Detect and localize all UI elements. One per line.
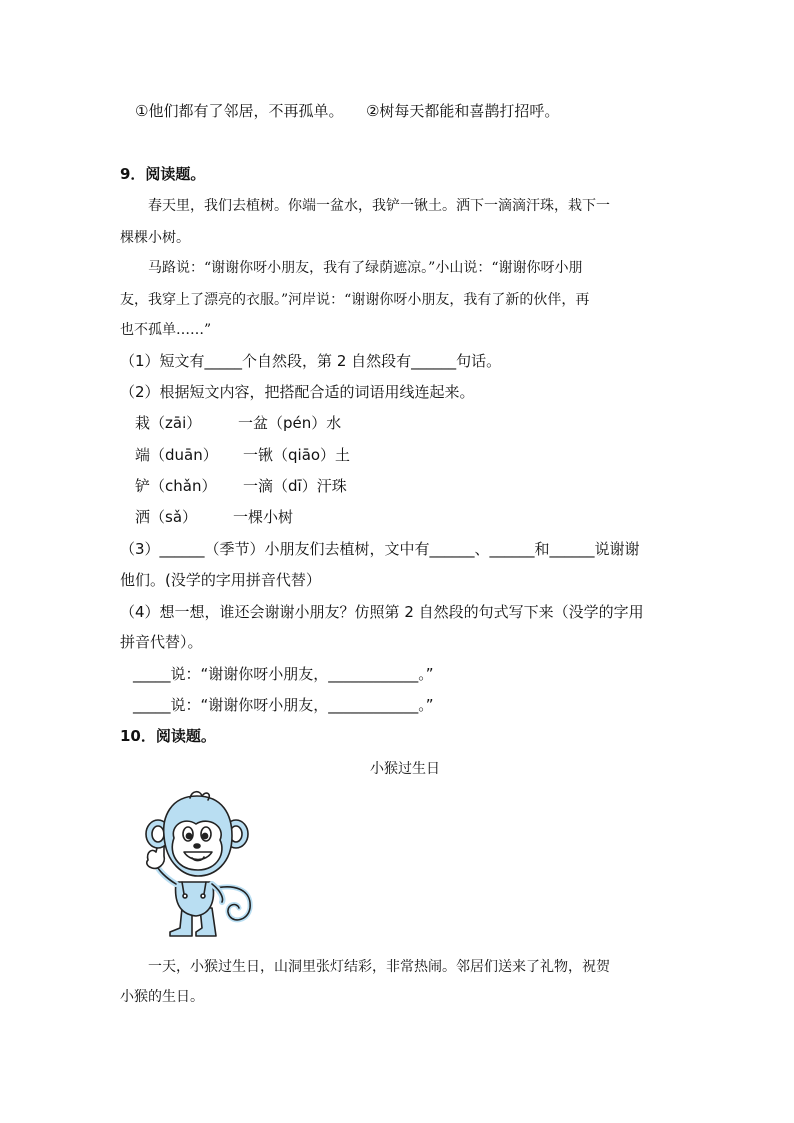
match-right-1: 一盆（pén）水 [238,414,342,432]
passage-p1-line2: 棵棵小树。 [120,230,190,246]
match-left-1: 栽（zāi） [135,414,202,432]
monkey-illustration [140,790,260,940]
sub-question-2: （2）根据短文内容，把搭配合适的词语用线连起来。 [120,383,475,401]
match-left-4: 洒（sǎ） [135,508,198,526]
passage-p1-line1: 春天里，我们去植树。你端一盆水，我铲一锹土。洒下一滴滴汗珠，栽下一 [148,198,610,214]
story-line1: 一天，小猴过生日，山洞里张灯结彩，非常热闹。邻居们送来了礼物，祝贺 [148,959,610,975]
sub-question-4-line2: 拼音代替）。 [120,633,203,651]
story-title: 小猴过生日 [370,761,440,777]
q10-heading: 10．阅读题。 [120,727,216,745]
match-left-3: 铲（chǎn） [135,477,217,495]
match-right-4: 一棵小树 [233,508,294,526]
sub-question-3-line1: （3）______（季节）小朋友们去植树，文中有______、______和______说谢谢 [120,540,640,558]
answer-blank-2: _____说：“谢谢你呀小朋友，____________。” [133,696,434,714]
sub-question-4-line1: （4）想一想，谁还会谢谢小朋友？仿照第 2 自然段的句式写下来（没学的字用 [120,603,644,621]
passage-p2-line2: 友，我穿上了漂亮的衣服。”河岸说：“谢谢你呀小朋友，我有了新的伙伴，再 [120,292,590,308]
match-right-2: 一锹（qiāo）土 [243,446,351,464]
story-line2: 小猴的生日。 [120,989,204,1005]
top-options: ①他们都有了邻居，不再孤单。 ②树每天都能和喜鹊打招呼。 [135,102,560,120]
sub-question-1: （1）短文有_____个自然段，第 2 自然段有______句话。 [120,352,502,370]
match-right-3: 一滴（dī）汗珠 [243,477,347,495]
sub-question-3-line2: 他们。(没学的字用拼音代替） [120,571,321,589]
passage-p2-line1: 马路说：“谢谢你呀小朋友，我有了绿荫遮凉。”小山说：“谢谢你呀小朋 [148,260,583,276]
passage-p2-line3: 也不孤单……” [120,322,212,338]
match-left-2: 端（duān） [135,446,218,464]
answer-blank-1: _____说：“谢谢你呀小朋友，____________。” [133,665,434,683]
q9-heading: 9．阅读题。 [120,165,206,183]
